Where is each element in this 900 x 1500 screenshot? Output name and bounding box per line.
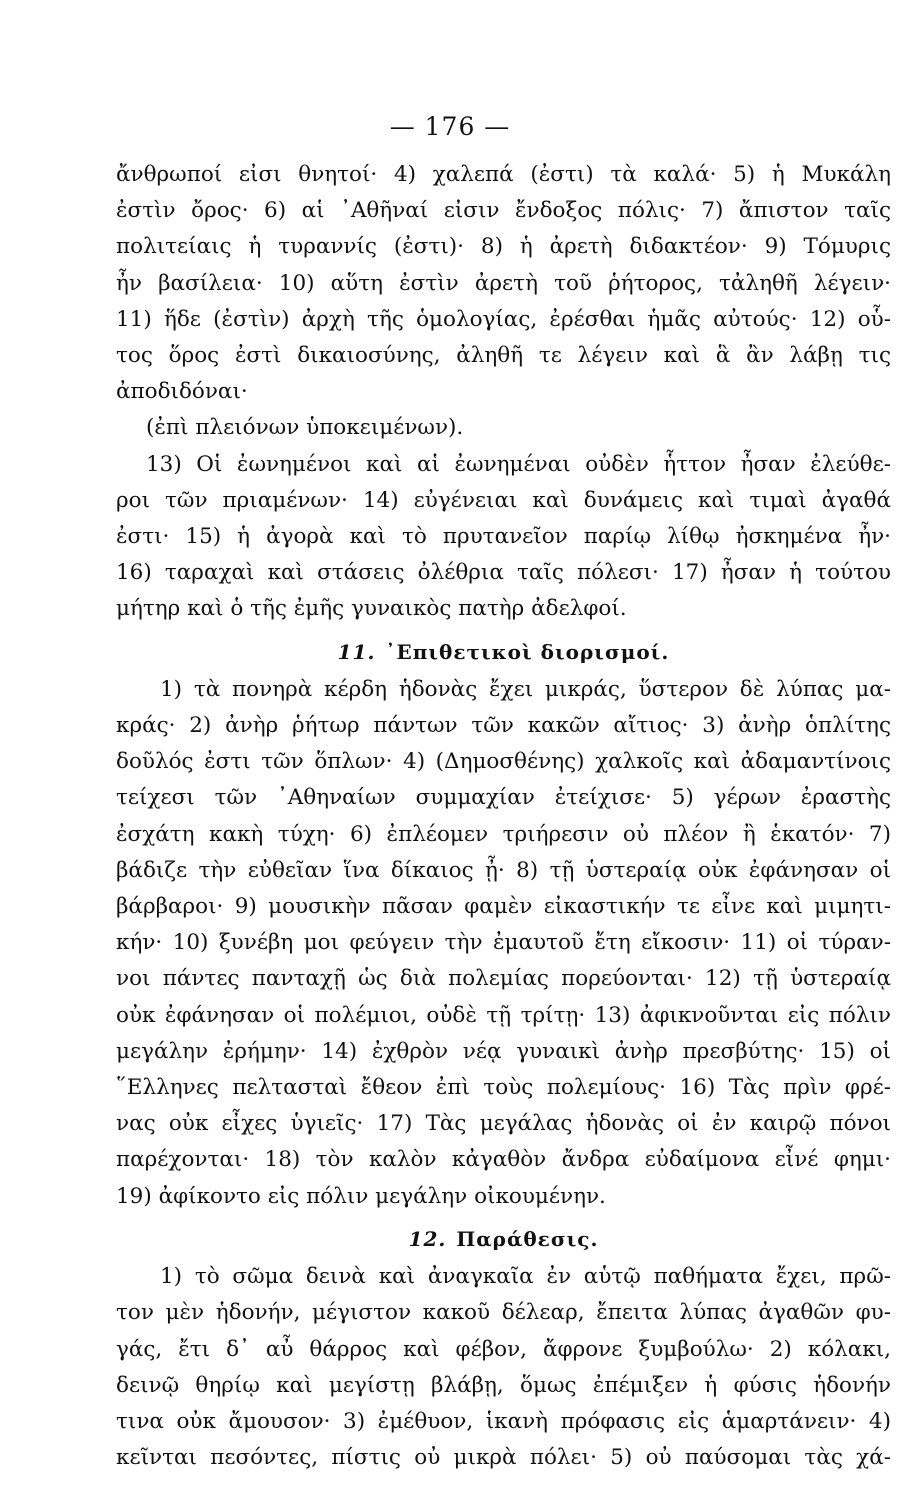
- text-line: βάδιζε τὴν εὐθεῖαν ἵνα δίκαιος ᾖ· 8) τῇ ὑστεραίᾳ οὐκ ἐφάνησαν οἱ: [116, 857, 891, 883]
- section-title: ᾿Επιθετικοὶ διορισμοί.: [385, 639, 670, 664]
- paragraph-13-17: [116, 447, 891, 628]
- text-line: νοι πάντες πανταχῇ ὡς διὰ πολεμίας πορεύονται· 12) τῇ ὑστεραίᾳ: [116, 966, 891, 992]
- page-number: — 176 —: [389, 112, 511, 141]
- text-line: τον μὲν ἡδονήν, μέγιστον κακοῦ δέλεαρ, ἔπειτα λύπας ἀγαθῶν φυ-: [116, 1300, 891, 1326]
- page-body: [116, 157, 891, 1476]
- text-line: ἀποδιδόναι·: [116, 379, 248, 405]
- note-line: (ἐπὶ πλειόνων ὑποκειμένων).: [146, 415, 464, 441]
- text-line: ἐστὶν ὄρος· 6) αἱ ᾿Αθῆναί εἰσιν ἔνδοξος πόλις· 7) ἄπιστον ταῖς: [116, 198, 891, 224]
- text-line: 13) Οἱ ἐωνημένοι καὶ αἱ ἐωνημέναι οὐδὲν ἧττον ἦσαν ἐλεύθε-: [146, 451, 891, 477]
- text-line: δεινῷ θηρίῳ καὶ μεγίστῃ βλάβῃ, ὅμως ἐπέμιξεν ἡ φύσις ἡδονήν: [116, 1372, 891, 1398]
- paragraph-section-12: [116, 1259, 891, 1476]
- section-heading-11: [116, 634, 891, 670]
- text-line: τος ὅρος ἐστὶ δικαιοσύνης, ἀληθῆ τε λέγειν καὶ ἃ ἂν λάβῃ τις: [116, 343, 891, 369]
- text-line: κεῖνται πεσόντες, πίστις οὐ μικρὰ πόλει· 5) οὐ παύσομαι τὰς χά-: [116, 1445, 891, 1471]
- text-line: κήν· 10) ξυνέβη μοι φεύγειν τὴν ἐμαυτοῦ ἔτη εἴκοσιν· 11) οἱ τύραν-: [116, 930, 891, 956]
- text-line: 1) τὰ πονηρὰ κέρδη ἡδονὰς ἔχει μικράς, ὕστερον δὲ λύπας μα-: [160, 676, 891, 702]
- text-line: ῞Ελληνες πελτασταὶ ἔθεον ἐπὶ τοὺς πολεμίους· 16) Τὰς πρὶν φρέ-: [116, 1075, 891, 1101]
- text-line: παρέχονται· 18) τὸν καλὸν κἀγαθὸν ἄνδρα εὐδαίμονα εἶνέ φημι·: [116, 1147, 891, 1173]
- text-line: ἐστι· 15) ἡ ἀγορὰ καὶ τὸ πρυτανεῖον παρίῳ λίθῳ ἠσκημένα ἦν·: [116, 524, 891, 550]
- text-line: ἐσχάτη κακὴ τύχη· 6) ἐπλέομεν τριήρεσιν οὐ πλέον ἢ ἑκατόν· 7): [116, 821, 891, 847]
- text-line: ἄνθρωποί εἰσι θνητοί· 4) χαλεπά (ἐστι) τὰ καλά· 5) ἡ Μυκάλη: [116, 162, 891, 187]
- text-line: 11) ἥδε (ἐστὶν) ἀρχὴ τῆς ὁμολογίας, ἐρέσθαι ἡμᾶς αὐτούς· 12) οὗ-: [116, 306, 891, 332]
- text-line: νας οὐκ εἶχες ὑγιεῖς· 17) Τὰς μεγάλας ἡδονὰς οἱ ἐν καιρῷ πόνοι: [116, 1111, 891, 1137]
- text-line: ροι τῶν πριαμένων· 14) εὐγένειαι καὶ δυνάμεις καὶ τιμαὶ ἀγαθά: [116, 487, 891, 513]
- text-line: μεγάλην ἐρήμην· 14) ἐχθρὸν νέᾳ γυναικὶ ἀνὴρ πρεσβύτης· 15) οἱ: [116, 1038, 891, 1064]
- text-line: οὐκ ἐφάνησαν οἱ πολέμιοι, οὐδὲ τῇ τρίτῃ· 13) ἀφικνοῦνται εἰς πόλιν: [116, 1002, 891, 1028]
- paragraph-continuation: [116, 157, 891, 447]
- text-line: βάρβαροι· 9) μουσικὴν πᾶσαν φαμὲν εἰκαστικήν τε εἶνε καὶ μιμητι-: [116, 894, 891, 920]
- text-line: τινα οὐκ ἄμουσον· 3) ἐμέθυον, ἱκανὴ πρόφασις εἰς ἁμαρτάνειν· 4): [116, 1408, 891, 1434]
- text-line: 1) τὸ σῶμα δεινὰ καὶ ἀναγκαῖα ἐν αὑτῷ παθήματα ἔχει, πρῶ-: [160, 1264, 891, 1290]
- text-line: μήτηρ καὶ ὁ τῆς ἐμῆς γυναικὸς πατὴρ ἀδελφοί.: [116, 596, 627, 622]
- section-heading-12: [116, 1221, 891, 1257]
- text-line: γάς, ἔτι δ᾿ αὖ θάρρος καὶ φέβον, ἄφρονε ξυμβούλω· 2) κόλακι,: [116, 1336, 891, 1362]
- text-line: κράς· 2) ἀνὴρ ῥήτωρ πάντων τῶν κακῶν αἴτιος· 3) ἀνὴρ ὁπλίτης: [116, 713, 891, 739]
- section-title: Παράθεσις.: [456, 1226, 599, 1251]
- section-number: 11.: [337, 639, 376, 664]
- section-number: 12.: [408, 1226, 447, 1251]
- text-line: τείχεσι τῶν ᾿Αθηναίων συμμαχίαν ἐτείχισε· 5) γέρων ἐραστὴς: [116, 785, 891, 811]
- text-line: ἦν βασίλεια· 10) αὕτη ἐστὶν ἀρετὴ τοῦ ῥήτορος, τἀληθῆ λέγειν·: [116, 270, 891, 296]
- text-line: πολιτείαις ἡ τυραννίς (ἐστι)· 8) ἡ ἀρετὴ διδακτέον· 9) Τόμυρις: [116, 234, 891, 260]
- paragraph-section-11: [116, 672, 891, 1215]
- text-line: δοῦλός ἐστι τῶν ὅπλων· 4) (Δημοσθένης) χαλκοῖς καὶ ἀδαμαντίνοις: [116, 749, 891, 775]
- text-line: 19) ἀφίκοντο εἰς πόλιν μεγάλην οἰκουμένην.: [116, 1183, 606, 1209]
- text-line: 16) ταραχαὶ καὶ στάσεις ὀλέθρια ταῖς πόλεσι· 17) ἦσαν ἡ τούτου: [116, 560, 891, 586]
